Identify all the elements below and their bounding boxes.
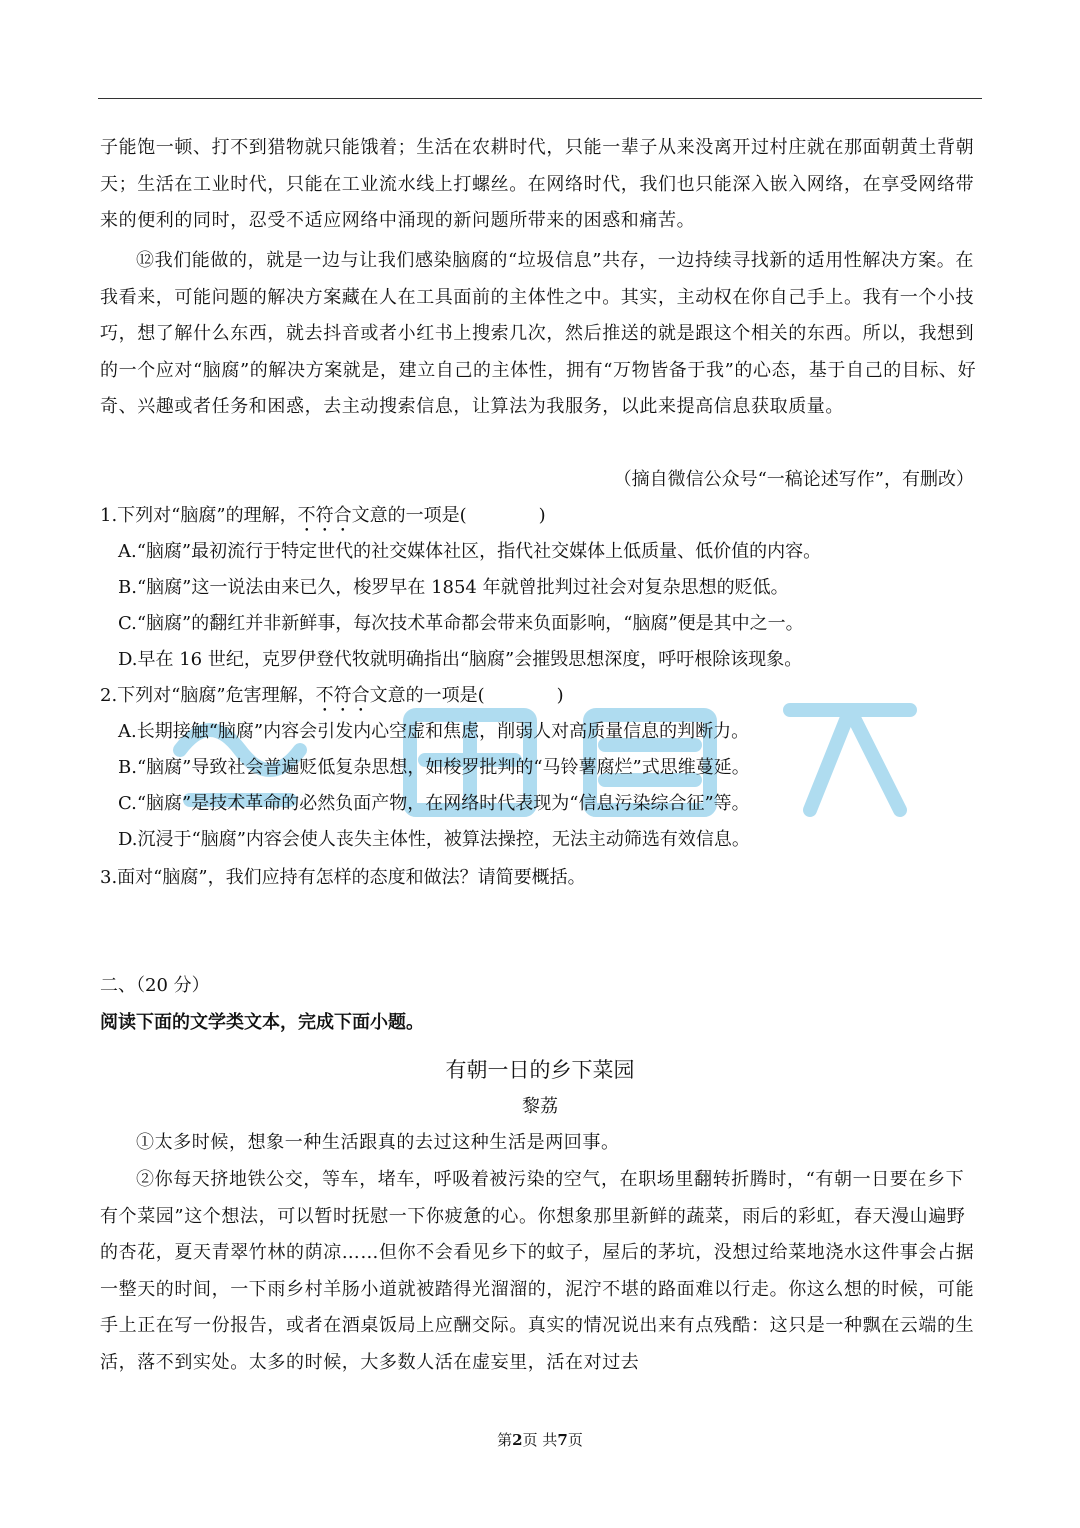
question-1-stem-start: 1.下列对“脑腐”的理解， [100, 505, 298, 526]
passage-paragraph-continued: 子能饱一顿、打不到猎物就只能饿着；生活在农耕时代，只能一辈子从来没离开过村庄就在那面朝黄土背朝天；生活在工业时代，只能在工业流水线上打螺丝。在网络时代，我们也只能深入嵌入网络，在享受网络带来的便利的同时，忍受不适应网络中涌现的新问题所带来的困惑和痛苦。 [100, 137, 975, 231]
article-title: 有朝一日的乡下菜园 [445, 1058, 635, 1082]
question-2-stem-end: 文意的一项是( [369, 685, 485, 706]
question-1-option-a: A.“脑腐”最初流行于特定世代的社交媒体社区，指代社交媒体上低质量、低价值的内容。 [118, 541, 822, 562]
section-2-instruction: 阅读下面的文学类文本，完成下面小题。 [100, 1012, 424, 1033]
footer-mid: 页 共 [522, 1431, 558, 1449]
question-1-stem [100, 498, 980, 536]
question-2-option-a: A.长期接触“脑腐”内容会引发内心空虚和焦虑，削弱人对高质量信息的判断力。 [118, 721, 750, 742]
section-2-heading: 二、（20 分） [100, 975, 210, 996]
header-rule [98, 98, 982, 99]
answer-blank-close: ) [538, 505, 546, 526]
question-1-option-c: C.“脑腐”的翻红并非新鲜事，每次技术革命都会带来负面影响，“脑腐”便是其中之一。 [118, 613, 804, 634]
footer-suffix: 页 [567, 1431, 583, 1449]
question-3-stem: 3.面对“脑腐”，我们应持有怎样的态度和做法？请简要概括。 [100, 867, 586, 888]
question-2-option-c: C.“脑腐”是技术革命的必然负面产物，在网络时代表现为“信息污染综合征”等。 [118, 793, 750, 814]
question-2-option-d: D.沉浸于“脑腐”内容会使人丧失主体性，被算法操控，无法主动筛选有效信息。 [118, 829, 750, 850]
page-footer [0, 1428, 1080, 1452]
question-1-stem-end: 文意的一项是( [351, 505, 467, 526]
question-2-option-b: B.“脑腐”导致社会普遍贬低复杂思想，如梭罗批判的“马铃薯腐烂”式思维蔓延。 [118, 757, 750, 778]
question-1-option-d: D.早在 16 世纪，克罗伊登代牧就明确指出“脑腐”会摧毁思想深度，呼吁根除该现象。 [118, 649, 803, 670]
passage-paragraph-12: ⑫我们能做的，就是一边与让我们感染脑腐的“垃圾信息”共存，一边持续寻找新的适用性解决方案。在我看来，可能问题的解决方案藏在人在工具面前的主体性之中。其实，主动权在你自己手上。我有一个小技巧，想了解什么东西，就去抖音或者小红书上搜索几次，然后推送的就是跟这个相关的东西。所以，我想到的一个应对“脑腐”的解决方案就是，建立自己的主体性，拥有“万物皆备于我”的心态，基于自己的目标、好奇、兴趣或者任务和困惑，去主动搜索信息，让算法为我服务，以此来提高信息获取质量。 [100, 250, 977, 417]
question-2-stem-start: 2.下列对“脑腐”危害理解， [100, 685, 316, 706]
question-1-option-b: B.“脑腐”这一说法由来已久，梭罗早在 1854 年就曾批判过社会对复杂思想的贬低。 [118, 577, 789, 598]
footer-page-number: 2 [512, 1431, 523, 1449]
footer-total-pages: 7 [557, 1431, 568, 1449]
footer-prefix: 第 [497, 1431, 513, 1449]
question-2-stem [100, 678, 980, 716]
article-author: 黎荔 [522, 1096, 558, 1117]
answer-blank-close: ) [556, 685, 564, 706]
article-paragraph-1: ①太多时候，想象一种生活跟真的去过这种生活是两回事。 [136, 1132, 620, 1153]
article-paragraph-2: ②你每天挤地铁公交，等车，堵车，呼吸着被污染的空气，在职场里翻转折腾时，“有朝一日要在乡下有个菜园”这个想法，可以暂时抚慰一下你疲惫的心。你想象那里新鲜的蔬菜，雨后的彩虹，春天漫山遍野的杏花，夏天青翠竹林的荫凉……但你不会看见乡下的蚊子，屋后的茅坑，没想过给菜地浇水这件事会占据一整天的时间，一下雨乡村羊肠小道就被踏得光溜溜的，泥泞不堪的路面难以行走。你这么想的时候，可能手上正在写一份报告，或者在酒桌饭局上应酬交际。真实的情况说出来有点残酷：这只是一种飘在云端的生活，落不到实处。太多的时候，大多数人活在虚妄里，活在对过去 [100, 1169, 975, 1373]
source-citation: （摘自微信公众号“一稿论述写作”，有删改） [613, 469, 974, 490]
emphasis-marked-text: 不符合 [315, 685, 370, 706]
emphasis-marked-text: 不符合 [297, 505, 352, 526]
